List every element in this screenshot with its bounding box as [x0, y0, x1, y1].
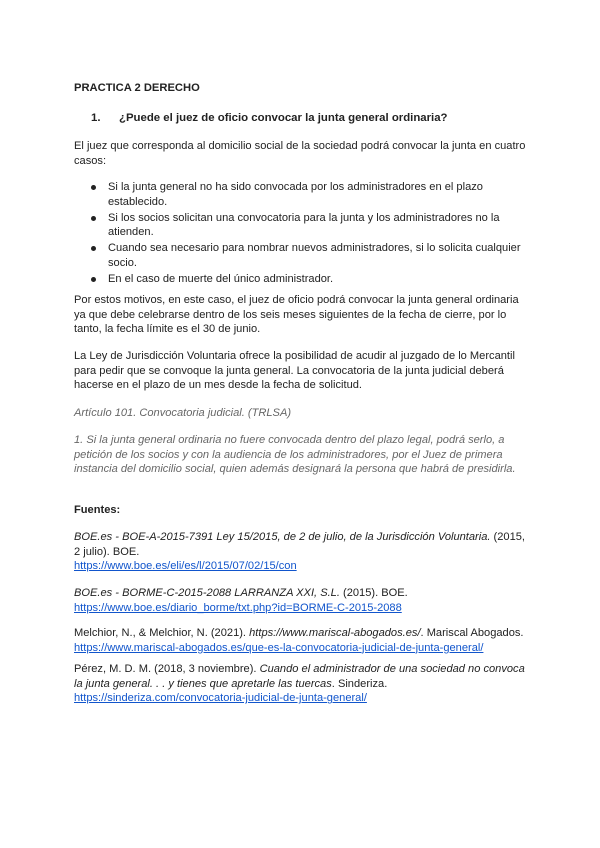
list-item: Si la junta general no ha sido convocada por los administradores en el plazo establecido. — [74, 180, 534, 209]
sources-heading: Fuentes: — [74, 504, 121, 516]
source-link[interactable]: https://www.boe.es/eli/es/l/2015/07/02/15/con — [74, 560, 297, 573]
question-text: ¿Puede el juez de oficio convocar la junta general ordinaria? — [119, 112, 448, 124]
bullet-icon — [91, 246, 96, 251]
document-title: PRACTICA 2 DERECHO — [74, 82, 200, 94]
source-link[interactable]: https://sinderiza.com/convocatoria-judicial-de-junta-general/ — [74, 692, 367, 705]
source-entry: Melchior, N., & Melchior, N. (2021). https://www.mariscal-abogados.es/. Mariscal Abogados. https://www.mariscal-abogados.es/que-es-la-convocatoria-judicial-de-junta-general/ — [74, 627, 524, 654]
jurisdiction-paragraph: La Ley de Jurisdicción Voluntaria ofrece la posibilidad de acudir al juzgado de lo Mercantil para pedir que se convoque la junta general. La convocatoria de la junta judicial deberá hacerse en el plazo de un mes desde la fecha de solicitud. — [74, 350, 515, 392]
list-item: Si los socios solicitan una convocatoria para la junta y los administradores no la atienden. — [74, 211, 534, 240]
intro-paragraph: El juez que corresponda al domicilio social de la sociedad podrá convocar la junta en cuatro casos: — [74, 140, 526, 167]
source-entry: BOE.es - BOE-A-2015-7391 Ley 15/2015, de 2 de julio, de la Jurisdicción Voluntaria. (2015, 2 julio). BOE. https://www.boe.es/eli/es/l/2015/07/02/15/con — [74, 531, 526, 573]
source-entry: Pérez, M. D. M. (2018, 3 noviembre). Cuando el administrador de una sociedad no convoca la junta general. . . y tienes que apretarle las tuercas. Sinderiza. https://sinderiza.com/convocatoria-judicial-de-junta-general/ — [74, 663, 525, 705]
bullet-icon — [91, 185, 96, 190]
source-entry: BOE.es - BORME-C-2015-2088 LARRANZA XXI, S.L. (2015). BOE. https://www.boe.es/diario_borme/txt.php?id=BORME-C-2015-2088 — [74, 587, 408, 614]
list-item: Cuando sea necesario para nombrar nuevos administradores, si lo solicita cualquier socio. — [74, 241, 534, 270]
question-number: 1. — [91, 112, 101, 124]
list-item: En el caso de muerte del único administrador. — [74, 272, 534, 287]
source-link[interactable]: https://www.mariscal-abogados.es/que-es-la-convocatoria-judicial-de-junta-general/ — [74, 641, 484, 654]
bullet-icon — [91, 277, 96, 282]
bullet-icon — [91, 216, 96, 221]
question-heading — [91, 111, 448, 126]
article-text: 1. Si la junta general ordinaria no fuere convocada dentro del plazo legal, podrá serlo, a petición de los socios y con la audiencia de los administradores, por el Juez de primera instancia del domicilio social, quien además designará la persona que habrá de presidirla. — [74, 434, 516, 476]
cases-list — [74, 180, 534, 288]
article-title: Artículo 101. Convocatoria judicial. (TRLSA) — [74, 407, 292, 419]
reasoning-paragraph: Por estos motivos, en este caso, el juez de oficio podrá convocar la junta general ordinaria ya que debe celebrarse dentro de los seis meses siguientes de la fecha de cierre, por lo tanto, la fecha límite es el 30 de junio. — [74, 294, 519, 336]
source-link[interactable]: https://www.boe.es/diario_borme/txt.php?id=BORME-C-2015-2088 — [74, 601, 402, 614]
